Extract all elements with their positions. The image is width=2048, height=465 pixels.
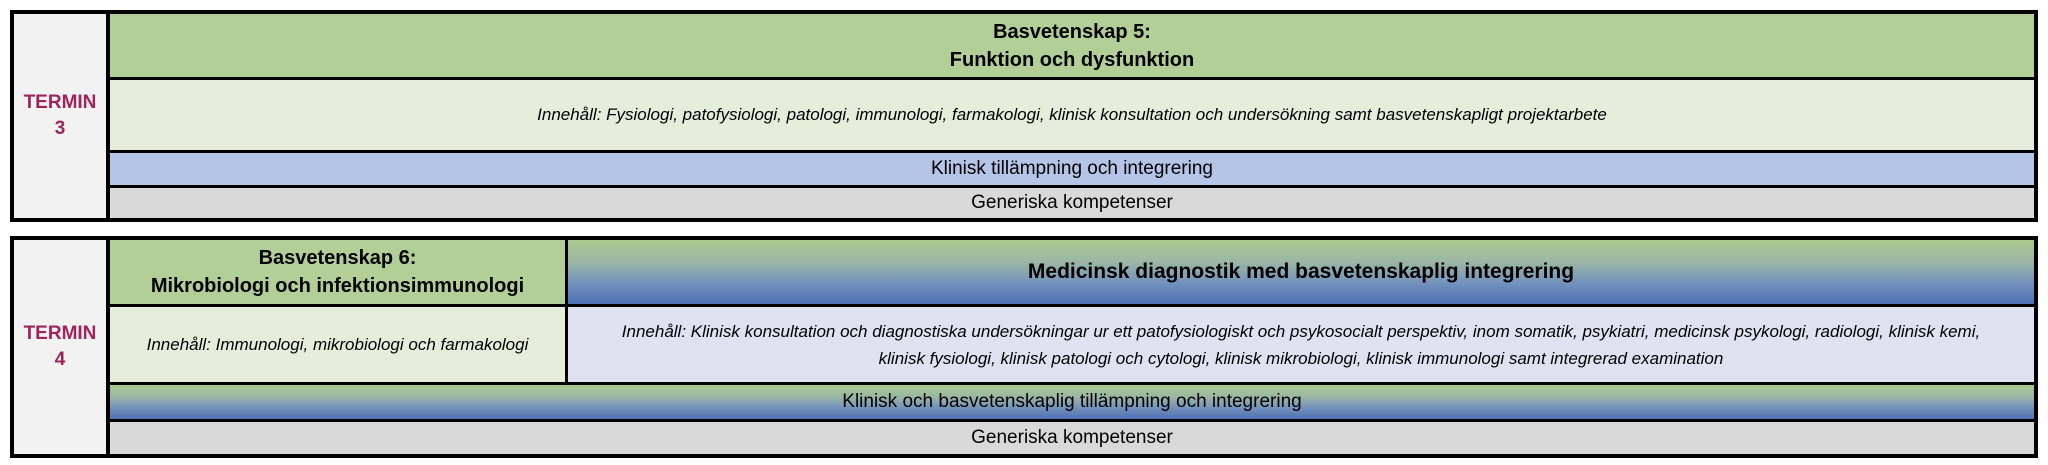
termin-4-clinical-band [110, 382, 2034, 419]
termin-3-clinical-band [110, 150, 2034, 185]
termin-3-label [14, 14, 110, 218]
termin-4-generic-band [110, 419, 2034, 454]
basvetenskap-5-title-line2: Funktion och dysfunktion [949, 48, 1195, 71]
medicinsk-diagnostik-title [568, 240, 2034, 304]
basvetenskap-6-content [110, 307, 568, 382]
termin-3-block [10, 10, 2038, 222]
termin-4-block [10, 236, 2038, 458]
basvetenskap-5-title [110, 14, 2034, 77]
termin-4-content-row [110, 304, 2034, 382]
termin-4-content [110, 240, 2034, 454]
termin-3-clinical-text: Klinisk tillämpning och integrering [931, 158, 1213, 179]
termin-4-clinical-text: Klinisk och basvetenskaplig tillämpning och integrering [842, 391, 1302, 412]
termin-3-word: TERMIN [23, 92, 97, 113]
medicinsk-diagnostik-content-line1: Innehåll: Klinisk konsultation och diagnostiska undersökningar ur ett patofysiologiskt och psykosocialt perspektiv, inom somatik, psykiatri, medicinsk psykologi, radiologi, klinisk kemi, [621, 321, 1981, 341]
medicinsk-diagnostik-content [568, 307, 2034, 382]
termin-4-word: TERMIN [23, 323, 97, 344]
termin-3-generic-band [110, 185, 2034, 218]
basvetenskap-6-title-line2: Mikrobiologi och infektionsimmunologi [150, 275, 525, 297]
medicinsk-diagnostik-content-line2: klinisk fysiologi, klinisk patologi och cytologi, klinisk mikrobiologi, klinisk immunologi samt integrerad examination [878, 348, 1724, 368]
basvetenskap-5-content-text: Innehåll: Fysiologi, patofysiologi, patologi, immunologi, farmakologi, klinisk konsultation och undersökning samt basvetenskapligt projektarbete [537, 105, 1607, 124]
termin-3-number: 3 [54, 118, 66, 139]
termin-3-generic-text: Generiska kompetenser [971, 192, 1173, 213]
termin-4-label [14, 240, 110, 454]
basvetenskap-6-title [110, 240, 568, 304]
termin-4-generic-text: Generiska kompetenser [971, 427, 1173, 448]
medicinsk-diagnostik-title-text: Medicinsk diagnostik med basvetenskaplig integrering [1027, 260, 1575, 283]
termin-3-content [110, 14, 2034, 218]
basvetenskap-6-title-line1: Basvetenskap 6: [258, 247, 417, 269]
basvetenskap-6-content-text: Innehåll: Immunologi, mikrobiologi och farmakologi [146, 334, 529, 354]
termin-4-number: 4 [54, 349, 66, 370]
basvetenskap-5-title-line1: Basvetenskap 5: [993, 20, 1151, 43]
termin-4-title-row [110, 240, 2034, 304]
basvetenskap-5-content [110, 77, 2034, 150]
